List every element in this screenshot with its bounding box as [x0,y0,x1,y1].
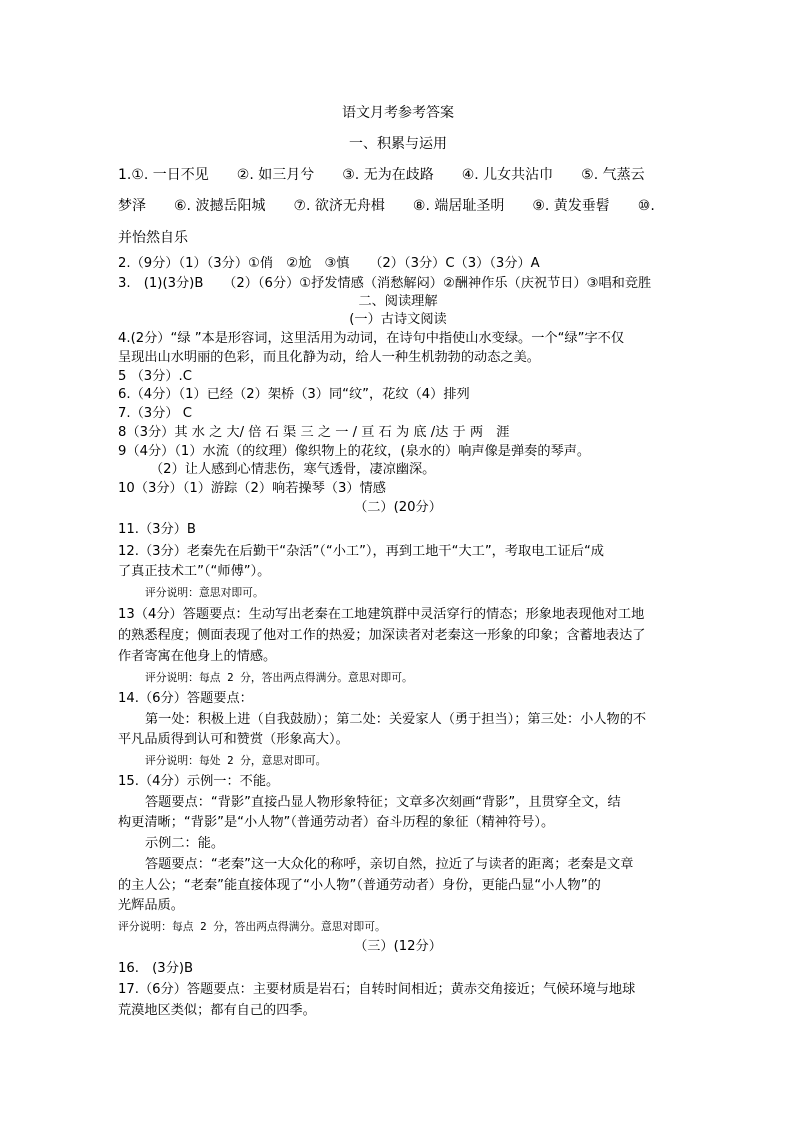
answer-13-line-1: 13（4分）答题要点：生动写出老秦在工地建筑群中灵活穿行的情态；形象地表现他对工地 [118,607,645,622]
answer-15-line-1: 15.（4分）示例一：不能。 [118,774,280,789]
answer-11: 11.（3分）B [118,522,196,537]
answer-7: 7.（3分） C [118,406,192,421]
subsection-heading-2: （二）(20分） [354,500,442,515]
scoring-note-15: 评分说明：每点 2 分，答出两点得满分。意思对即可。 [118,920,386,933]
answer-12-line-1: 12.（3分）老秦先在后勤干“杂活”（“小工”），再到工地干“大工”，考取电工证后“成 [118,544,604,559]
answer-1-line-2: 梦泽 ⑥. 波撼岳阳城 ⑦. 欲济无舟楫 ⑧. 端居耻圣明 ⑨. 黄发垂髫 ⑩. [118,198,655,214]
answer-9-line-2: （2）让人感到心情悲伤，寒气透骨，凄凉幽深。 [150,462,436,477]
answer-15-line-4: 示例二：能。 [145,836,225,851]
subsection-heading-1: (一）古诗文阅读 [349,312,447,327]
answer-15-line-7: 光辉品质。 [118,898,184,913]
answer-13-line-2: 的熟悉程度；侧面表现了他对工作的热爱；加深读者对老秦这一形象的印象；含蓄地表达了 [118,628,646,643]
answer-4-line-2: 呈现出山水明丽的色彩，而且化静为动，给人一种生机勃勃的动态之美。 [118,350,540,365]
answer-5: 5 （3分）.C [118,369,192,384]
answer-16: 16. (3分)B [118,961,194,976]
section-heading-2: 二、阅读理解 [358,294,438,309]
answer-15-line-2: 答题要点：“背影”直接凸显人物形象特征；文章多次刻画“背影”，且贯穿全文，结 [145,795,621,810]
answer-14-line-1: 14.（6分）答题要点： [118,691,253,706]
answer-15-line-6: 的主人公；“老秦”能直接体现了“小人物”（普通劳动者）身份，更能凸显“小人物”的 [118,878,601,893]
scoring-note-14: 评分说明：每处 2 分，意思对即可。 [145,754,327,767]
answer-1-line-3: 并怡然自乐 [118,230,188,246]
doc-title: 语文月考参考答案 [342,105,454,121]
answer-15-line-3: 构更清晰；“背影”是“小人物”（普通劳动者）奋斗历程的象征（精神符号）。 [118,815,555,830]
answer-14-line-3: 平凡品质得到认可和赞赏（形象高大）。 [118,732,349,747]
scoring-note-13: 评分说明：每点 2 分，答出两点得满分。意思对即可。 [145,671,413,684]
answer-8: 8（3分）其 水 之 大/ 倍 石 渠 三 之 一 / 亘 石 为 底 /达 于 两 涯 [118,425,510,440]
answer-17-line-2: 荒漠地区类似；都有自己的四季。 [118,1003,316,1018]
answer-13-line-3: 作者寄寓在他身上的情感。 [118,649,277,664]
answer-14-line-2: 第一处：积极上进（自我鼓励）；第二处：关爱家人（勇于担当）；第三处：小人物的不 [145,712,647,727]
answer-1-line-1: 1.①. 一日不见 ②. 如三月兮 ③. 无为在歧路 ④. 儿女共沾巾 ⑤. 气蒸云 [118,167,645,183]
answer-12-line-2: 了真正技术工”（“师傅”）。 [118,564,271,579]
answer-9-line-1: 9（4分）（1）水流（的纹理）像织物上的花纹，(泉水的）响声像是弹奏的琴声。 [118,444,591,459]
subsection-heading-3: （三）(12分） [354,939,442,954]
answer-4-line-1: 4.(2分）“绿 ”本是形容词，这里活用为动词，在诗句中指使山水变绿。一个“绿”字不仅 [118,331,625,346]
answer-17-line-1: 17.（6分）答题要点：主要材质是岩石；自转时间相近；黄赤交角接近；气候环境与地球 [118,982,636,997]
answer-6: 6.（4分）（1）已经（2）架桥（3）同“纹”，花纹（4）排列 [118,387,470,402]
answer-2: 2.（9分）（1）（3分）①俏 ②尬 ③慎 （2）（3分）C（3）（3分）A [118,256,540,271]
answer-15-line-5: 答题要点：“老秦”这一大众化的称呼，亲切自然，拉近了与读者的距离；老秦是文章 [145,857,634,872]
section-heading-1: 一、积累与运用 [349,136,447,152]
scoring-note-12: 评分说明：意思对即可。 [145,586,264,599]
answer-3: 3. (1)(3分)B （2）（6分）①抒发情感（消愁解闷）②酬神作乐（庆祝节日）③唱和竞胜 [118,276,652,291]
answer-10: 10（3分）（1）游踪（2）响若操琴（3）情感 [118,481,386,496]
